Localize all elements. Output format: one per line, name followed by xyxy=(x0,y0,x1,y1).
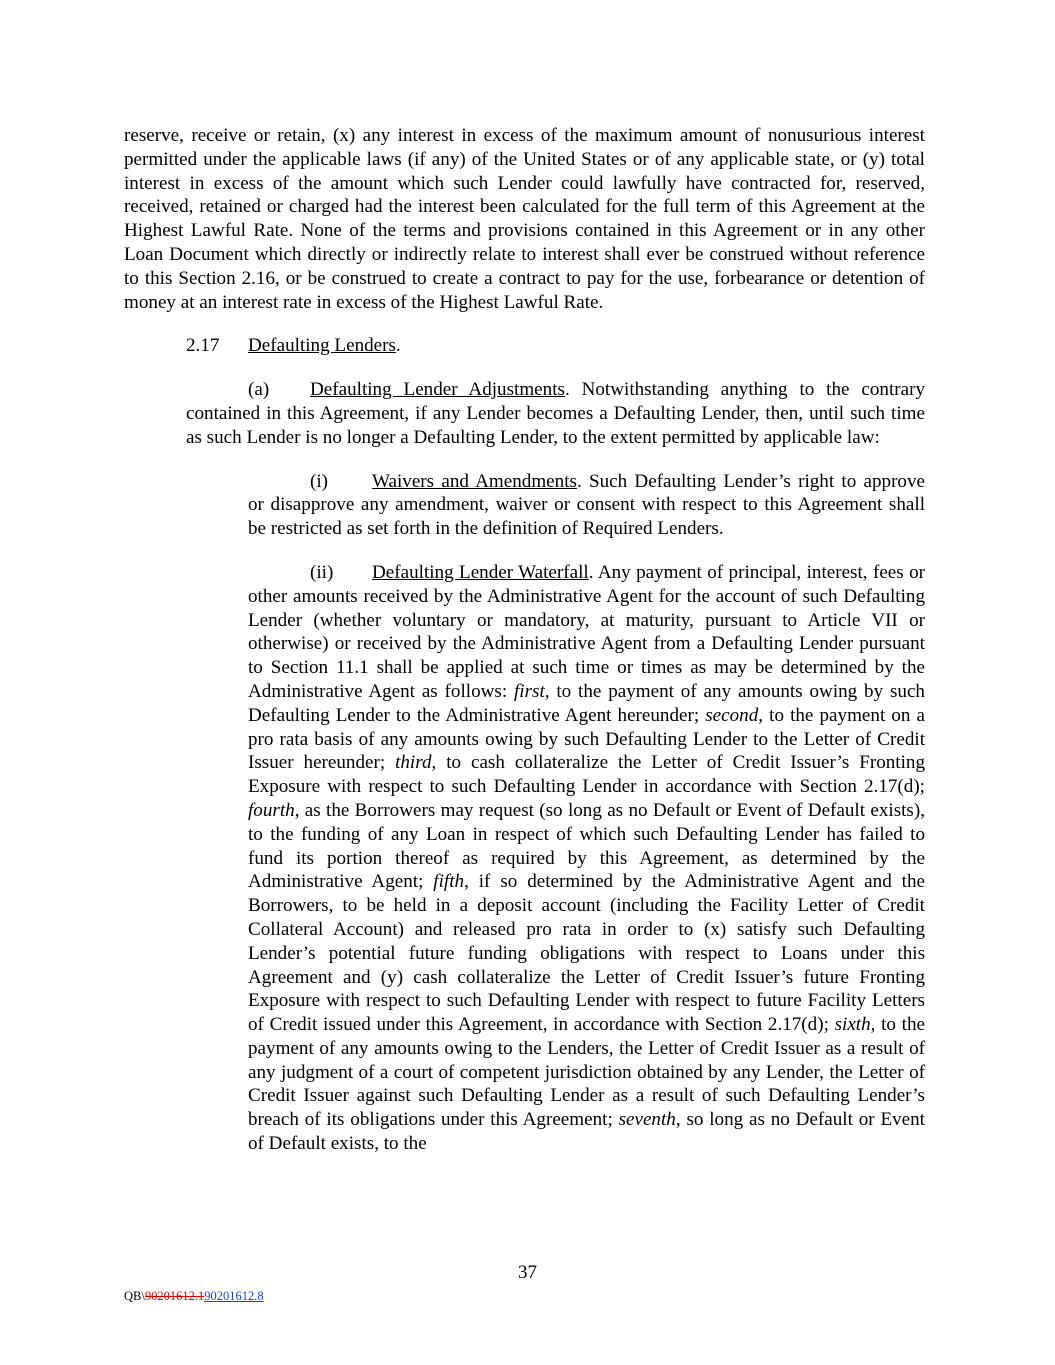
paragraph-ii-heading: Defaulting Lender Waterfall xyxy=(372,561,589,583)
page-number: 37 xyxy=(518,1262,537,1283)
paragraph-ii-label: (ii) xyxy=(310,561,334,583)
paragraph-a-label: (a) xyxy=(248,379,270,401)
paragraph-a-heading: Defaulting Lender Adjustments xyxy=(310,379,565,401)
footer-inserted-id: 90201612.8 xyxy=(204,1289,264,1303)
section-title: Defaulting Lenders xyxy=(248,335,396,357)
paragraph-intro: reserve, receive or retain, (x) any interest in excess of the maximum amount of nonusurious interest permitted under the applicable laws (if any) of the United States or of any applicable state, or (y) total interest in excess of the amount which such Lender could lawfully have contracted for, reserved, received, retained or charged had the interest been calculated for the full term of this Agreement at the Highest Lawful Rate. None of the terms and provisions contained in this Agreement or in any other Loan Document which directly or indirectly relate to interest shall ever be construed without reference to this Section 2.16, or be construed to create a contract to pay for the use, forbearance or detention of money at an interest rate in excess of the Highest Lawful Rate. xyxy=(124,125,925,313)
section-number: 2.17 xyxy=(186,335,220,357)
footer-prefix: QB\ xyxy=(124,1289,145,1303)
paragraph-i-heading: Waivers and Amendments xyxy=(372,470,577,492)
section-heading: 2.17 Defaulting Lenders. xyxy=(186,335,401,357)
footer-deleted-id: 90201612.1 xyxy=(144,1289,205,1303)
document-body xyxy=(124,124,925,1156)
paragraph-i: (i) Waivers and Amendments. Such Defaulting Lender’s right to approve or disapprove any amendment, waiver or consent with respect to this Agreement shall be restricted as set forth in the definition of Required Lenders. xyxy=(248,470,926,540)
paragraph-i-label: (i) xyxy=(310,470,329,492)
paragraph-ii: (ii) Defaulting Lender Waterfall. Any payment of principal, interest, fees or other amounts received by the Administrative Agent for the account of such Defaulting Lender (whether voluntary or mandatory, at maturity, pursuant to Article VII or otherwise) or received by the Administrative Agent from a Defaulting Lender pursuant to Section 11.1 shall be applied at such time or times as may be determined by the Administrative Agent as follows: first, to the payment of any amounts owing by such Defaulting Lender to the Administrative Agent hereunder; second, to the payment on a pro rata basis of any amounts owing by such Defaulting Lender to the Letter of Credit Issuer hereunder; third, to cash collateralize the Letter of Credit Issuer’s Fronting Exposure with respect to such Defaulting Lender in accordance with Section 2.17(d); fourth, as the Borrowers may request (so long as no Default or Event of Default exists), to the funding of any Loan in respect of which such Defaulting Lender has failed to fund its portion thereof as required by this Agreement, as determined by the Administrative Agent; fifth, if so determined by the Administrative Agent and the Borrowers, to be held in a deposit account (including the Facility Letter of Credit Collateral Account) and released pro rata in order to (x) satisfy such Defaulting Lender’s potential future funding obligations with respect to Loans under this Agreement and (y) cash collateralize the Letter of Credit Issuer’s future Fronting Exposure with respect to such Defaulting Lender with respect to future Facility Letters of Credit issued under this Agreement, in accordance with Section 2.17(d); sixth, to the payment of any amounts owing to the Lenders, the Letter of Credit Issuer as a result of any judgment of a court of competent jurisdiction obtained by any Lender, the Letter of Credit Issuer against such Defaulting Lender as a result of such Defaulting Lender’s breach of its obligations under this Agreement; seventh, so long as no Default or Event of Default exists, to the xyxy=(248,561,926,1155)
paragraph-a: (a) Defaulting Lender Adjustments. Notwithstanding anything to the contrary contained in this Agreement, if any Lender becomes a Defaulting Lender, then, until such time as such Lender is no longer a Defaulting Lender, to the extent permitted by applicable law: xyxy=(186,379,925,448)
document-footer-id xyxy=(124,1289,264,1304)
